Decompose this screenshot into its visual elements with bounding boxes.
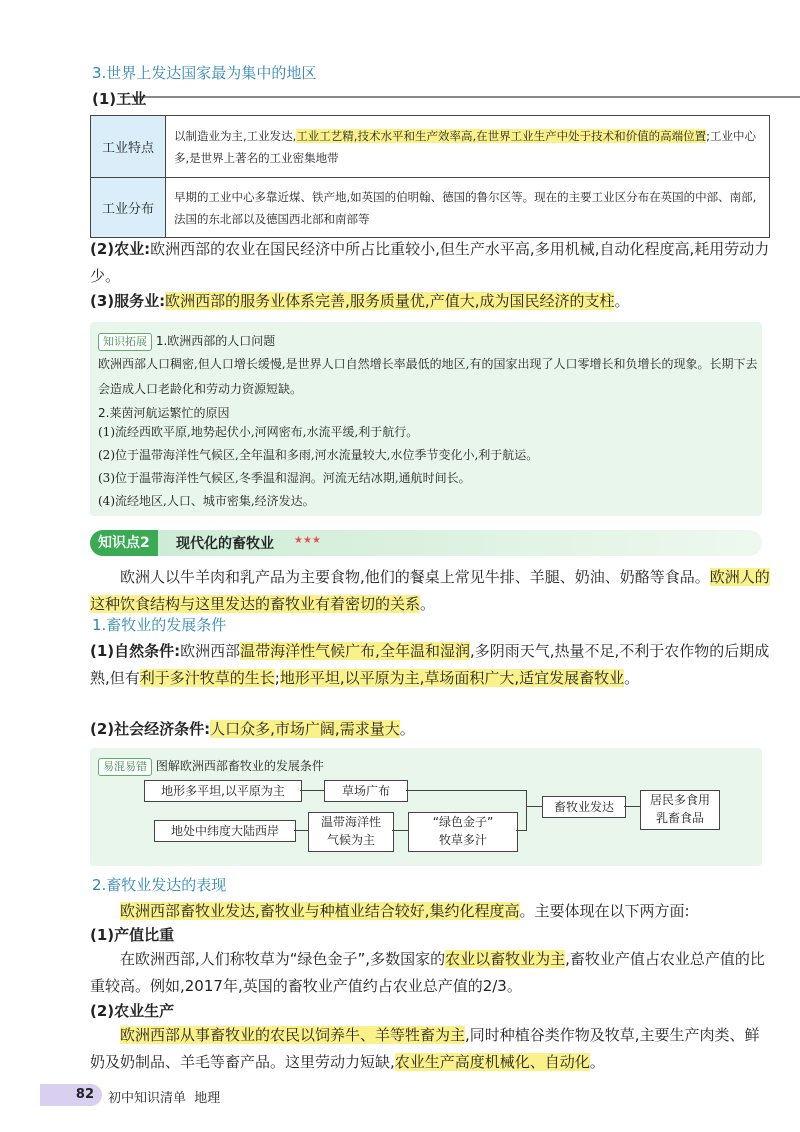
section-title: 3.世界上发达国家最为集中的地区 [92, 64, 317, 82]
subsection-title: 1.畜牧业的发展条件 [92, 616, 227, 634]
knowledge-point-title: 现代化的畜牧业 [176, 536, 274, 552]
footer-book: 初中知识清单 地理 [108, 1091, 221, 1106]
heading-value-share: (1)产值比重 [90, 926, 175, 944]
agriculture-paragraph: (2)农业:欧洲西部的农业在国民经济中所占比重较小,但生产水平高,多用机械,自动化程度高,耗用劳动力少。 [90, 240, 770, 285]
agri-production-paragraph: 欧洲西部从事畜牧业的农民以饲养牛、羊等牲畜为主,同时种植谷类作物及牧草,主要生产肉类、鲜奶及奶制品、羊毛等畜产品。这里劳动力短缺,农业生产高度机械化、自动化。 [90, 1026, 760, 1071]
list-item: (2)位于温带海洋性气候区,全年温和多雨,河水流量较大,水位季节变化小,利于航运。 [98, 448, 539, 462]
table-value: 以制造业为主,工业发达,工业工艺精,技术水平和生产效率高,在世界工业生产中处于技术和价值的高端位置;工业中心多,是世界上著名的工业密集地带 [166, 116, 770, 178]
connector [516, 830, 526, 831]
table-value: 早期的工业中心多靠近煤、铁产地,如英国的伯明翰、德国的鲁尔区等。现在的主要工业区分布在英国的中部、南部,法国的东北部以及德国西北部和南部等 [166, 178, 770, 238]
list-item: (1)流经西欧平原,地势起伏小,河网密布,水流平缓,利于航行。 [98, 425, 419, 439]
knowledge-point-header [90, 530, 762, 556]
node-grassland: 草场广布 [324, 780, 408, 802]
node-location: 地处中纬度大陆西岸 [154, 820, 296, 842]
connector [300, 790, 324, 791]
diagram-tag: 易混易错 [98, 758, 152, 776]
heading-agri-production: (2)农业生产 [90, 1002, 175, 1020]
diagram-box [90, 748, 762, 866]
table-key: 工业分布 [91, 178, 166, 238]
social-conditions: (2)社会经济条件:人口众多,市场广阔,需求量大。 [90, 720, 415, 738]
lead-paragraph: 欧洲西部畜牧业发达,畜牧业与种植业结合较好,集约化程度高。主要体现在以下两方面: [120, 902, 690, 920]
node-climate: 温带海洋性 气候为主 [308, 812, 394, 852]
knowledge-expansion-box [90, 322, 762, 516]
connector [624, 806, 640, 807]
knowledge-point-pill: 知识点2 [90, 530, 158, 556]
expansion-tag: 知识拓展 [98, 333, 152, 351]
page-number: 82 [75, 1087, 94, 1102]
connector [526, 790, 527, 831]
value-share-paragraph: 在欧洲西部,人们称牧草为“绿色金子”,多数国家的农业以畜牧业为主,畜牧业产值占农业总产值的比重较高。例如,2017年,英国的畜牧业产值约占农业总产值的2/3。 [90, 950, 765, 995]
page-number-badge [40, 1084, 102, 1106]
node-green-gold: “绿色金子” 牧草多汁 [408, 812, 518, 852]
expansion-text-1: 欧洲西部人口稠密,但人口增长缓慢,是世界人口自然增长率最低的地区,有的国家出现了人口零增长和负增长的现象。长期下去会造成人口老龄化和劳动力资源短缺。 [98, 357, 758, 396]
list-item: (3)位于温带海洋性气候区,冬季温和湿润。河流无结冰期,通航时间长。 [98, 471, 471, 485]
diagram-title: 图解欧洲西部畜牧业的发展条件 [155, 759, 324, 773]
divider [120, 96, 800, 98]
service-paragraph: (3)服务业:欧洲西部的服务业体系完善,服务质量优,产值大,成为国民经济的支柱。 [90, 292, 630, 310]
expansion-title-1: 1.欧洲西部的人口问题 [155, 334, 276, 348]
industry-table [90, 115, 770, 238]
connector [392, 830, 408, 831]
node-animal-husbandry: 畜牧业发达 [542, 796, 626, 818]
subsection-title: 2.畜牧业发达的表现 [92, 876, 227, 894]
connector [526, 806, 542, 807]
expansion-title-2: 2.莱茵河航运繁忙的原因 [98, 406, 230, 420]
node-terrain: 地形多平坦,以平原为主 [144, 780, 302, 802]
intro-paragraph: 欧洲人以牛羊肉和乳产品为主要食物,他们的餐桌上常见牛排、羊腿、奶油、奶酪等食品。欧洲人的这种饮食结构与这里发达的畜牧业有着密切的关系。 [90, 568, 770, 613]
node-dairy-diet: 居民多食用 乳畜食品 [640, 790, 720, 830]
natural-conditions: (1)自然条件:欧洲西部温带海洋性气候广布,全年温和湿润,多阴雨天气,热量不足,不利于农作物的后期成熟,但有利于多汁牧草的生长;地形平坦,以平原为主,草场面积广大,适宜发展畜牧业。 [90, 642, 770, 687]
list-item: (4)流经地区,人口、城市密集,经济发达。 [98, 494, 315, 508]
table-key: 工业特点 [91, 116, 166, 178]
industry-heading: (1)工业 [92, 90, 147, 108]
connector [294, 830, 308, 831]
stars-rating: ★★★ [294, 535, 321, 546]
connector [406, 790, 526, 791]
